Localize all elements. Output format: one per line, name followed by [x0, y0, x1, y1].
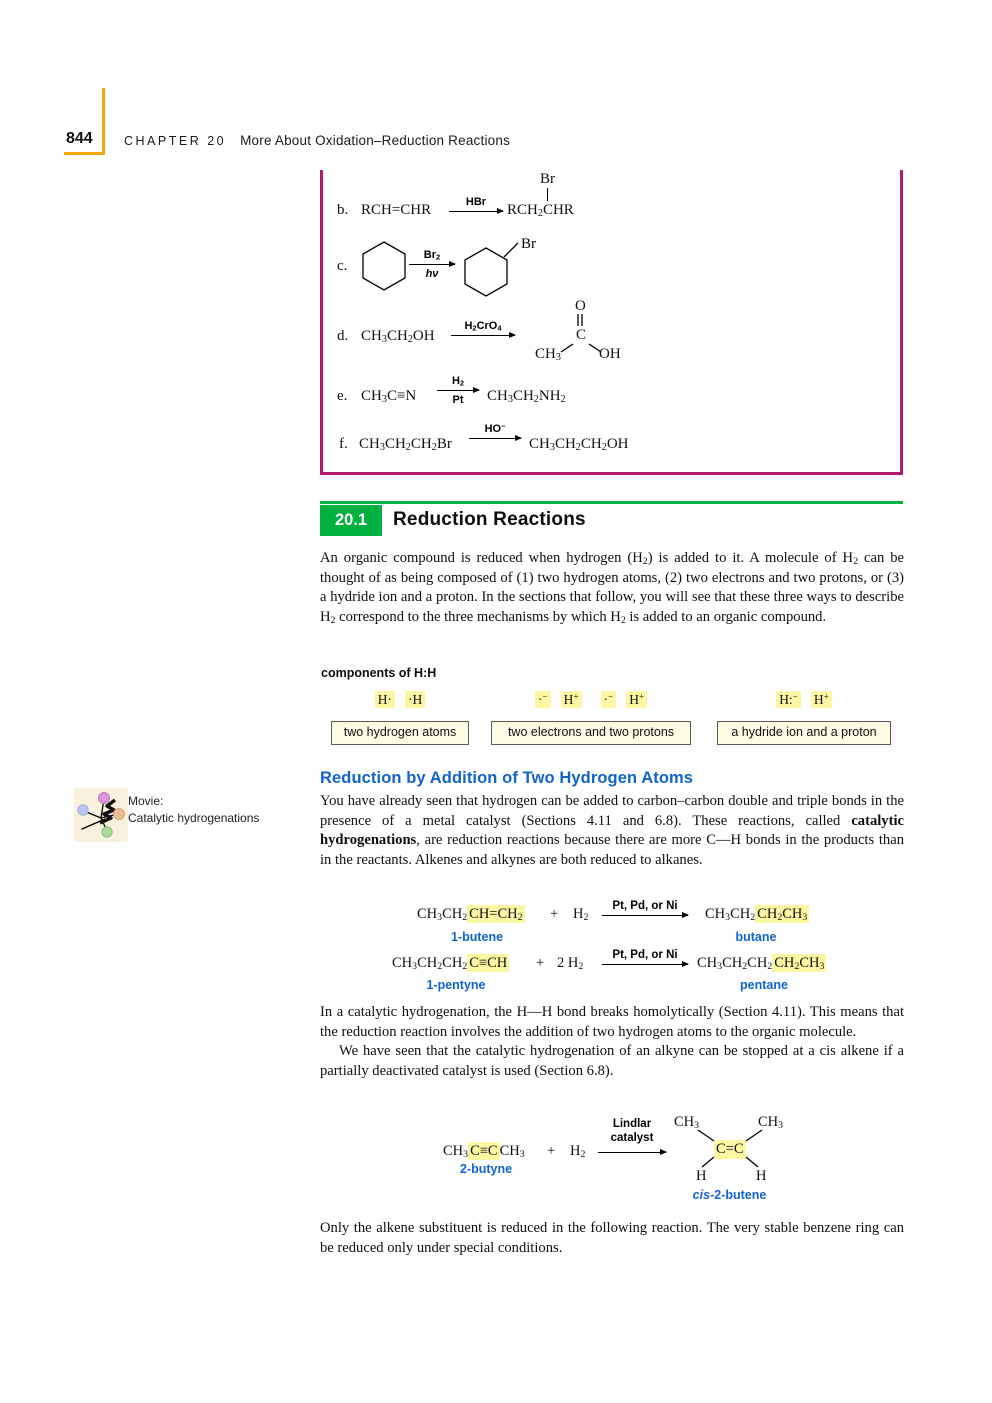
branch-atom-br: Br: [521, 236, 536, 252]
reaction-b-arrow: [449, 196, 503, 212]
compound-name: 1-butene: [450, 930, 504, 944]
reaction-arrow: [449, 211, 503, 212]
equation-2-butyne: [320, 1112, 904, 1212]
highlighted-formula-segment: C≡C: [470, 1143, 498, 1159]
reaction-label-f: f.: [339, 436, 348, 452]
chapter-title: More About Oxidation–Reduction Reactions: [240, 133, 511, 148]
carbonyl-carbon: C: [576, 327, 587, 343]
caption-box: a hydride ion and a proton: [717, 721, 891, 745]
hydrogen-term: 2 $H_2$: [557, 955, 584, 973]
section-number-badge: 20.1: [320, 505, 382, 536]
hydrogen-atom: H: [756, 1168, 767, 1184]
reaction-label-d: d.: [337, 328, 349, 344]
reaction-e-arrow: [437, 375, 479, 407]
equation-reactant: [443, 1143, 525, 1160]
reaction-arrow: [602, 915, 688, 916]
single-bond-line: [561, 344, 573, 352]
reaction-f-product: $CH_3CH_2CH_2OH$: [529, 436, 629, 454]
section-rule: [320, 501, 903, 504]
movie-label: Movie:: [128, 794, 164, 808]
methyl-group: $CH_3$: [674, 1114, 700, 1132]
movie-title: Catalytic hydrogenations: [128, 811, 260, 825]
name-rest: -2-butene: [710, 1188, 767, 1202]
hydrogen-atom: H: [696, 1168, 707, 1184]
condition-label: hν: [425, 268, 439, 280]
equation-1-pentyne: [320, 951, 904, 999]
compound-name: 1-pentyne: [426, 978, 486, 992]
reaction-arrow: [469, 438, 521, 439]
reaction-arrow: [598, 1152, 666, 1153]
symbol-row: [331, 691, 469, 711]
equation-product: [697, 955, 826, 972]
methyl-group: $CH_3$: [758, 1114, 784, 1132]
hydrogen-term: $H_2$: [570, 1143, 586, 1161]
page-number-accent-bar: [102, 88, 105, 154]
formula-segment: $CH_3CH_2CH_2$: [697, 955, 773, 973]
symbol-token: H·: [375, 691, 395, 708]
equation-arrow: [602, 900, 688, 916]
acetic-acid-structure: [533, 298, 633, 370]
compound-name: 2-butyne: [459, 1162, 513, 1176]
reaction-b-reactant: RCH=CHR: [361, 202, 432, 218]
equation-arrow: [602, 949, 688, 965]
formula-segment: $CH_3$: [499, 1143, 525, 1161]
hydrogen-term: $H_2$: [573, 906, 589, 924]
symbol-token: H+: [811, 691, 832, 708]
catalyst-label: Lindlar: [612, 1118, 652, 1130]
running-header: [124, 132, 510, 150]
reagent-label: $H_2CrO_4$: [464, 320, 502, 333]
component-group-hydride-proton: [717, 691, 891, 745]
compound-name: [672, 1188, 787, 1202]
problem-box: [320, 170, 903, 475]
reagent-label: HO−: [484, 421, 506, 435]
symbol-token: ·H: [405, 691, 425, 708]
reaction-d-arrow: [451, 320, 515, 336]
reaction-label-e: e.: [337, 388, 348, 404]
branch-atom-br: Br: [540, 171, 555, 187]
component-group-hydrogen-atoms: [331, 691, 469, 745]
catalyst-label: catalyst: [610, 1132, 654, 1144]
reaction-arrow: [451, 335, 515, 336]
paragraph-text: , are reduction reactions because there are more C—H bonds in the products than in the reactants. Alkenes and alkynes are both reduced to alkanes.: [320, 832, 904, 868]
equation-1-butene: [320, 902, 904, 950]
formula-segment: $CH_3CH_2$: [417, 906, 468, 924]
bromocyclohexane-ring: [465, 248, 507, 296]
caption-box: two hydrogen atoms: [331, 721, 469, 745]
reaction-c-arrow: [409, 249, 455, 281]
bold-term: catalytic hydrogenations: [320, 812, 904, 849]
single-bond-line: [746, 1130, 762, 1141]
plus-sign: +: [547, 1143, 556, 1159]
reagent-label: $Br_2$: [423, 249, 441, 262]
closing-paragraph: Only the alkene substituent is reduced in the following reaction. The very stable benzene ring can be reduced only under special conditions.: [320, 1220, 904, 1256]
hydroxyl-group: OH: [599, 346, 621, 362]
formula-segment: $CH_3CH_2$: [705, 906, 756, 924]
symbol-token: H:−: [776, 691, 801, 708]
symbol-token: ·−: [535, 691, 551, 708]
page-number-accent-underline: [64, 152, 105, 155]
cyclohexane-ring: [363, 242, 405, 290]
symbol-token: ·−: [601, 691, 617, 708]
symbol-row: [491, 691, 691, 711]
reaction-arrow: [437, 390, 479, 391]
compound-name: pentane: [740, 978, 788, 992]
methyl-group: $CH_3$: [535, 346, 561, 364]
symbol-row: [717, 691, 891, 711]
subsection-paragraph: [320, 792, 904, 870]
highlighted-formula-segment: $CH_2CH_3$: [774, 955, 825, 973]
single-bond-line: [702, 1157, 714, 1167]
highlighted-formula-segment: $CH_2CH_3$: [757, 906, 808, 924]
reaction-arrow: [409, 264, 455, 265]
reaction-d-reactant: $CH_3CH_2OH$: [361, 328, 435, 346]
movie-note: [128, 793, 259, 827]
reaction-arrow: [602, 964, 688, 965]
body-paragraphs: [320, 1003, 904, 1081]
reaction-b-product: $RCH_2CHR$: [507, 202, 574, 220]
highlighted-formula-segment: C≡CH: [469, 955, 508, 971]
reaction-e-reactant: $CH_3C\equiv N$: [361, 388, 417, 406]
body-paragraph: In a catalytic hydrogenation, the H—H bond breaks homolytically (Section 4.11). This means that the reduction reaction involves the addition of two hydrogen atoms to the organic molecule.: [320, 1004, 904, 1040]
component-group-electrons-protons: [491, 691, 691, 745]
italic-prefix: cis: [692, 1188, 711, 1202]
reagent-label: HBr: [465, 196, 487, 208]
catalyst-label: Pt, Pd, or Ni: [612, 949, 678, 961]
catalyst-label: Pt: [452, 394, 464, 406]
section-title: Reduction Reactions: [393, 509, 586, 530]
formula-segment: $CH_3$: [443, 1143, 469, 1161]
plus-sign: +: [536, 955, 545, 971]
movie-molecule-icon: [74, 788, 128, 842]
highlighted-double-bond: C=C: [714, 1140, 746, 1159]
reaction-f-reactant: $CH_3CH_2CH_2Br$: [359, 436, 452, 454]
reaction-label-c: c.: [337, 258, 348, 274]
cis-2-butene-structure: [672, 1114, 787, 1206]
single-bond-line: [698, 1130, 714, 1141]
section-intro-paragraph: An organic compound is reduced when hydrogen $(H_2)$ is added to it. A molecule of $H_2$ can be thought of as being composed of (1) two hydrogen atoms, (2) two electrons and two protons, or (3) a hydride ion and a proton. In the sections that follow, you will see that these three ways to describe $H_2$ correspond to the three mechanisms by which $H_2$ is added to an organic compound.: [320, 550, 905, 626]
subsection-title: Reduction by Addition of Two Hydrogen Atoms: [320, 769, 694, 787]
chapter-label: CHAPTER 20: [124, 134, 227, 148]
catalyst-label: Pt, Pd, or Ni: [612, 900, 678, 912]
equation-reactant: [392, 955, 509, 972]
equation-product: [705, 906, 809, 923]
reaction-e-product: $CH_3CH_2NH_2$: [487, 388, 566, 406]
equation-reactant: [417, 906, 525, 923]
single-bond-line: [504, 243, 518, 257]
carbonyl-oxygen: O: [575, 298, 586, 314]
paragraph-text: You have already seen that hydrogen can be added to carbon–carbon double and triple bonds in the presence of a metal catalyst (Sections 4.11 and 6.8). These reactions, called: [320, 793, 904, 829]
equation-arrow: [598, 1150, 666, 1153]
reaction-f-arrow: [469, 423, 521, 439]
highlighted-formula-segment: $CH=CH_2$: [469, 906, 523, 924]
plus-sign: +: [550, 906, 559, 922]
symbol-token: H+: [561, 691, 582, 708]
compound-name: butane: [735, 930, 777, 944]
single-bond-line: [547, 188, 548, 201]
body-paragraph: We have seen that the catalytic hydrogenation of an alkyne can be stopped at a cis alkene if a partially deactivated catalyst is used (Section 6.8).: [320, 1043, 904, 1079]
page-number: 844: [66, 130, 93, 147]
formula-segment: $CH_3CH_2CH_2$: [392, 955, 468, 973]
caption-box: two electrons and two protons: [491, 721, 691, 745]
symbol-token: H+: [626, 691, 647, 708]
components-label: components of H:H: [321, 666, 437, 680]
reaction-label-b: b.: [337, 202, 349, 218]
reagent-label: $H_2$: [451, 375, 465, 388]
single-bond-line: [746, 1157, 758, 1167]
